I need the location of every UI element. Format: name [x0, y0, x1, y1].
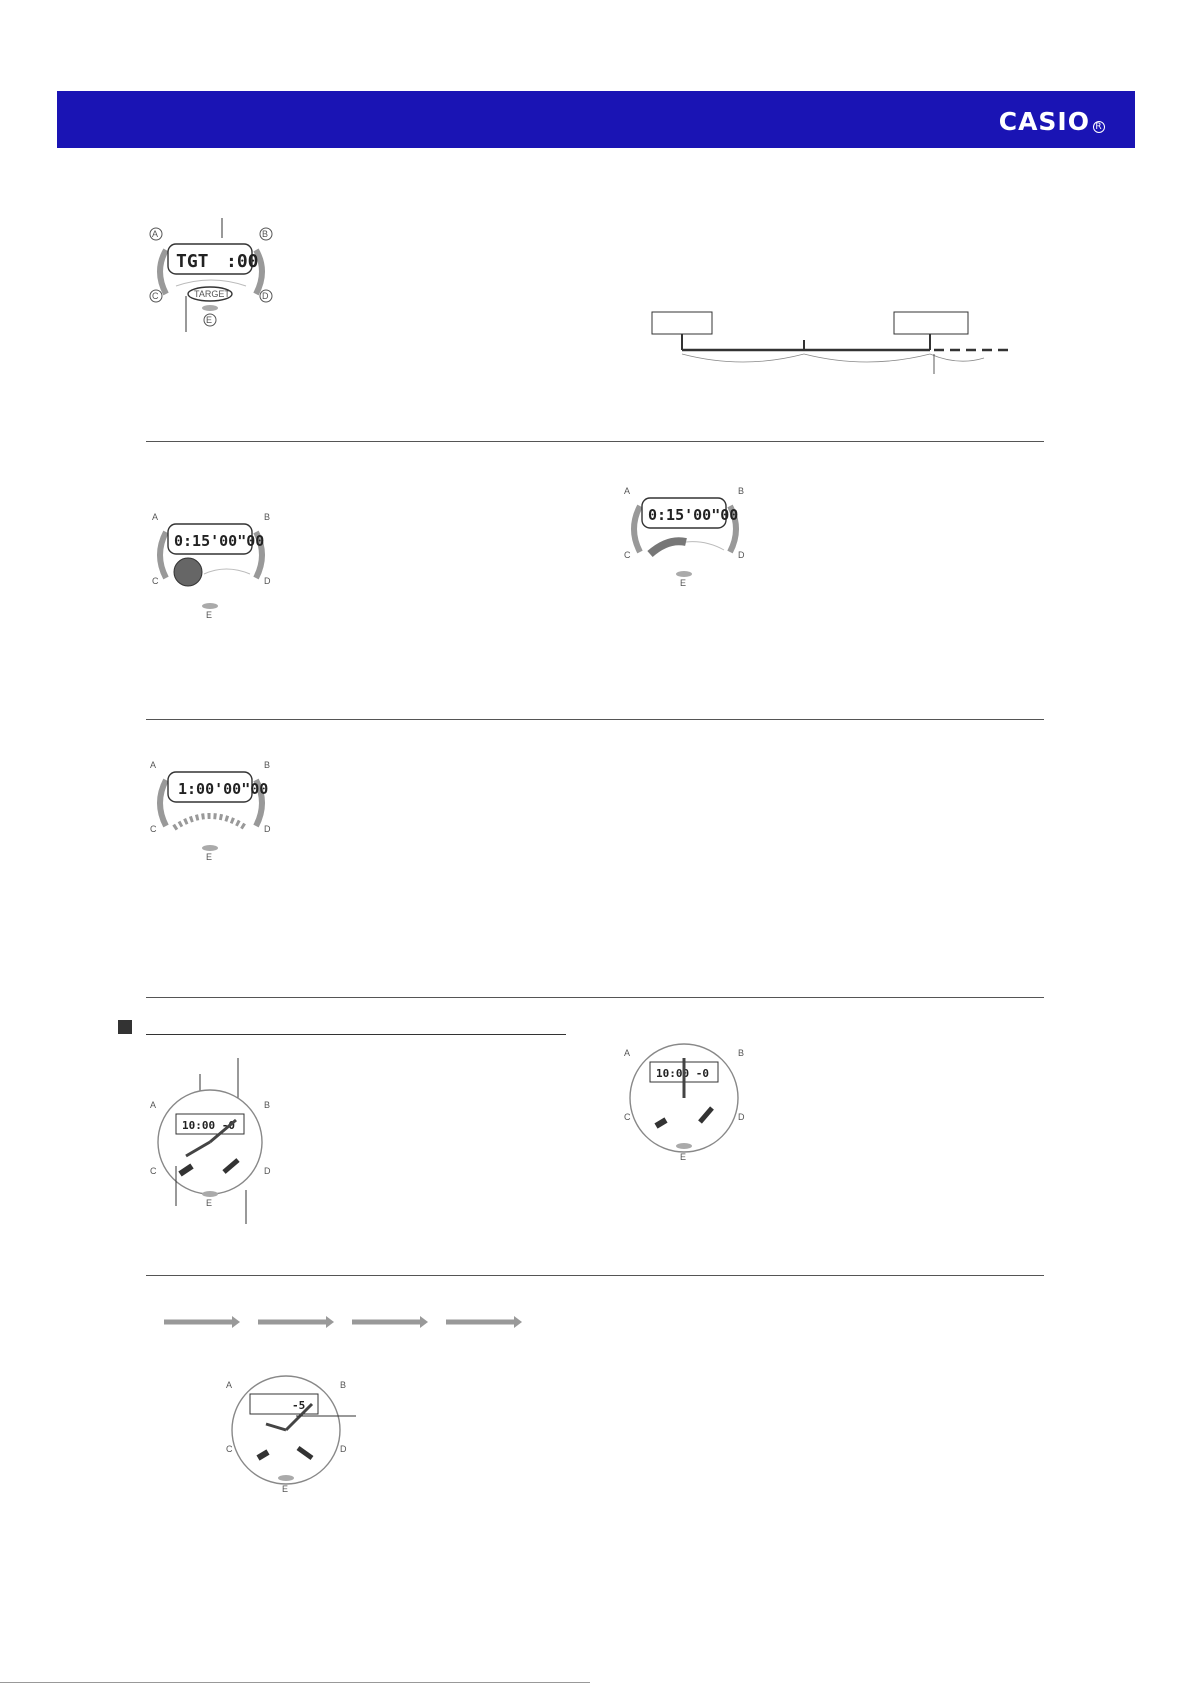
- watch-illustration-hand-setting: [146, 1056, 276, 1226]
- svg-text:D: D: [264, 576, 271, 586]
- svg-text:C: C: [152, 576, 159, 586]
- svg-text:D: D: [738, 550, 745, 560]
- svg-text:D: D: [264, 1166, 271, 1176]
- watch-display-text: 10:00 -0: [656, 1067, 709, 1080]
- section-divider: [146, 1275, 1044, 1276]
- svg-text:C: C: [150, 1166, 157, 1176]
- svg-text:A: A: [152, 229, 159, 239]
- svg-text:B: B: [264, 1100, 271, 1110]
- svg-text::00: :00: [226, 251, 259, 272]
- svg-text:TARGET: TARGET: [194, 289, 230, 299]
- svg-text:C: C: [152, 291, 159, 301]
- svg-text:A: A: [150, 760, 157, 770]
- svg-text:E: E: [282, 1484, 289, 1494]
- svg-text:C: C: [624, 1112, 631, 1122]
- svg-text:D: D: [264, 824, 271, 834]
- watch-illustration-home-position: [620, 1036, 750, 1166]
- watch-illustration-target: [146, 216, 276, 336]
- watch-display-text: 0:15'00"00: [174, 532, 265, 550]
- watch-display-text: TGT: [176, 251, 209, 272]
- watch-illustration-hand-adjust: [226, 1368, 376, 1498]
- svg-text:D: D: [738, 1112, 745, 1122]
- svg-text:E: E: [206, 610, 213, 620]
- svg-text:E: E: [680, 1152, 687, 1162]
- svg-text:E: E: [206, 852, 213, 862]
- header-bar: [57, 91, 1135, 148]
- svg-text:A: A: [226, 1380, 233, 1390]
- svg-text:E: E: [206, 315, 213, 325]
- section-divider: [146, 441, 1044, 442]
- watch-illustration-timer-flash: [620, 484, 750, 594]
- svg-text:C: C: [226, 1444, 233, 1454]
- svg-text:B: B: [340, 1380, 347, 1390]
- svg-text:A: A: [150, 1100, 157, 1110]
- svg-text:E: E: [206, 1198, 213, 1208]
- svg-text:B: B: [262, 229, 269, 239]
- section-heading-underline: [146, 1034, 566, 1035]
- svg-text:D: D: [340, 1444, 347, 1454]
- watch-illustration-timer-end: [146, 758, 276, 868]
- watch-display-text: 1:00'00"00: [178, 780, 269, 798]
- watch-display-text: -5: [292, 1399, 306, 1412]
- svg-text:C: C: [624, 550, 631, 560]
- page-footer-rule: [0, 1682, 590, 1683]
- watch-display-text: 0:15'00"00: [648, 506, 739, 524]
- svg-text:B: B: [738, 486, 745, 496]
- svg-text:C: C: [150, 824, 157, 834]
- brand-text: CASIO: [998, 107, 1090, 136]
- svg-text:A: A: [624, 1048, 631, 1058]
- svg-text:B: B: [264, 512, 271, 522]
- section-marker-square: [118, 1020, 132, 1034]
- section-divider: [146, 997, 1044, 998]
- watch-illustration-timer-setting: [146, 510, 276, 620]
- casio-logo: [999, 107, 1105, 136]
- svg-text:B: B: [264, 760, 271, 770]
- svg-text:D: D: [262, 291, 269, 301]
- timeline-diagram: [648, 306, 1008, 381]
- svg-text:A: A: [624, 486, 631, 496]
- registered-mark: R: [1093, 121, 1105, 133]
- step-arrow-sequence: [160, 1312, 530, 1337]
- svg-text:E: E: [680, 578, 687, 588]
- svg-text:B: B: [738, 1048, 745, 1058]
- watch-display-text: 10:00 -0: [182, 1119, 235, 1132]
- svg-text:A: A: [152, 512, 159, 522]
- section-divider: [146, 719, 1044, 720]
